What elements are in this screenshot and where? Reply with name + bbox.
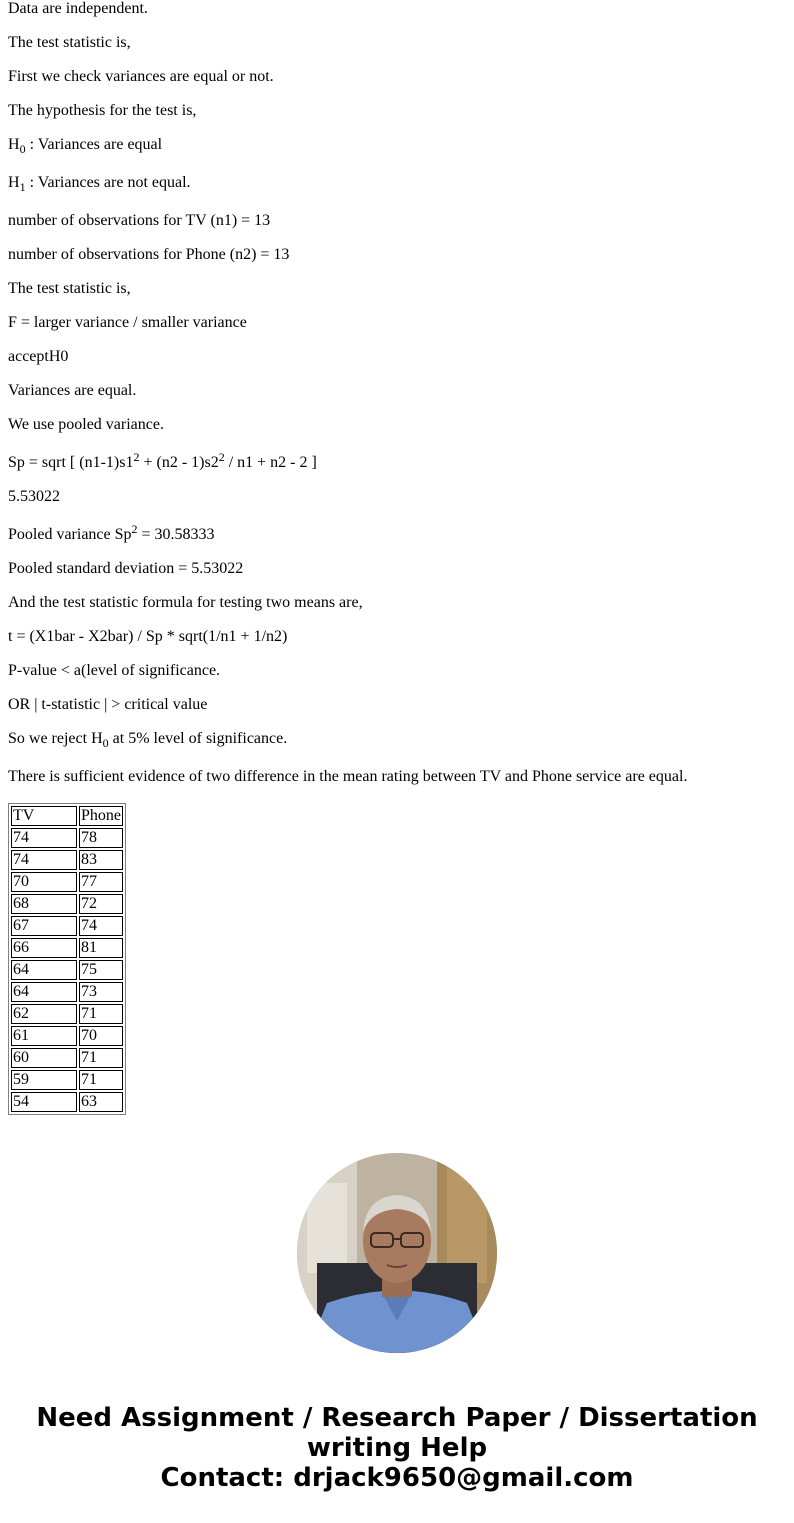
- table-row: [11, 982, 123, 1002]
- text-line: P-value < a(level of significance.: [8, 662, 221, 679]
- phone-cell: Phone: [81, 807, 121, 824]
- table-row: [11, 872, 123, 892]
- tv-cell: 68: [11, 894, 77, 914]
- text-line: number of observations for TV (n1) = 13: [8, 212, 271, 229]
- text-line: 5.53022: [8, 488, 60, 505]
- tv-cell: 61: [11, 1026, 77, 1046]
- tv-cell: TV: [11, 806, 77, 826]
- phone-cell: 71: [79, 1048, 123, 1068]
- phone-cell: 71: [79, 1004, 123, 1024]
- text-line: OR | t-statistic | > critical value: [8, 696, 208, 713]
- conclusion-text: There is sufficient evidence of two difference in the mean rating between TV and Phone service are equal.: [8, 768, 688, 785]
- tv-cell: 67: [11, 916, 77, 936]
- table-header-row: [11, 806, 123, 826]
- hypothesis-symbol: H: [8, 174, 20, 191]
- t-formula: t = (X1bar - X2bar) / Sp * sqrt(1/n1 + 1/n2): [8, 628, 288, 645]
- text-line: We use pooled variance.: [8, 416, 164, 433]
- superscript: 2: [131, 522, 138, 536]
- formula-part: / n1 + n2 - 2 ]: [224, 454, 317, 471]
- hypothesis-text: : Variances are not equal.: [25, 174, 191, 191]
- text-line: Pooled standard deviation = 5.53022: [8, 560, 244, 577]
- table-row: [11, 1048, 123, 1068]
- tv-cell: 64: [11, 982, 77, 1002]
- table-row: [11, 1070, 123, 1090]
- text-line: Variances are equal.: [8, 382, 137, 399]
- null-hypothesis: [8, 136, 788, 154]
- conclusion-part: So we reject H: [8, 730, 103, 747]
- phone-cell: 73: [79, 982, 123, 1002]
- phone-cell: 78: [79, 828, 123, 848]
- text-line: And the test statistic formula for testing two means are,: [8, 594, 363, 611]
- tv-cell: 59: [11, 1070, 77, 1090]
- table-row: [11, 894, 123, 914]
- tv-cell: 54: [11, 1092, 77, 1112]
- text-line: The hypothesis for the test is,: [8, 102, 197, 119]
- subscript: 0: [102, 736, 109, 750]
- table-row: [11, 916, 123, 936]
- pooled-variance: [8, 522, 788, 544]
- footer-line: writing Help: [306, 1433, 488, 1463]
- formula-part: Pooled variance Sp: [8, 526, 132, 543]
- ratings-table: [8, 803, 126, 1115]
- table-row: [11, 828, 123, 848]
- phone-cell: 81: [79, 938, 123, 958]
- hypothesis-symbol: H: [8, 136, 20, 153]
- phone-cell: 75: [79, 960, 123, 980]
- tv-cell: 66: [11, 938, 77, 958]
- text-line: Data are independent.: [8, 0, 148, 17]
- text-line: The test statistic is,: [8, 34, 131, 51]
- text-line: F = larger variance / smaller variance: [8, 314, 247, 331]
- solution-text: [8, 0, 788, 786]
- phone-cell: 74: [79, 916, 123, 936]
- subscript: 1: [19, 180, 26, 194]
- contact-line: Contact: drjack9650@gmail.com: [160, 1463, 634, 1493]
- phone-cell: 72: [79, 894, 123, 914]
- tv-cell: 62: [11, 1004, 77, 1024]
- tv-cell: 70: [11, 872, 77, 892]
- table-row: [11, 1004, 123, 1024]
- text-line: number of observations for Phone (n2) = 13: [8, 246, 290, 263]
- text-line: First we check variances are equal or not.: [8, 68, 274, 85]
- pooled-sd-formula: [8, 450, 788, 472]
- superscript: 2: [218, 450, 225, 464]
- table-row: [11, 960, 123, 980]
- hypothesis-text: : Variances are equal: [25, 136, 163, 153]
- tv-cell: 64: [11, 960, 77, 980]
- formula-part: = 30.58333: [137, 526, 215, 543]
- author-avatar: [297, 1153, 497, 1353]
- portrait-image: [297, 1153, 497, 1353]
- conclusion-reject: [8, 730, 788, 748]
- footer-line: Need Assignment / Research Paper / Dissertation: [36, 1403, 758, 1433]
- tv-cell: 74: [11, 828, 77, 848]
- tv-cell: 74: [11, 850, 77, 870]
- phone-cell: 70: [79, 1026, 123, 1046]
- table-row: [11, 850, 123, 870]
- formula-part: + (n2 - 1)s2: [139, 454, 219, 471]
- phone-cell: 71: [79, 1070, 123, 1090]
- phone-cell: 63: [79, 1092, 123, 1112]
- subscript: 0: [19, 142, 26, 156]
- conclusion-part: at 5% level of significance.: [108, 730, 288, 747]
- alternative-hypothesis: [8, 174, 788, 192]
- table-row: [11, 1092, 123, 1112]
- phone-cell: 83: [79, 850, 123, 870]
- table-row: [11, 1026, 123, 1046]
- formula-part: Sp = sqrt [ (n1-1)s1: [8, 454, 134, 471]
- text-line: The test statistic is,: [8, 280, 131, 297]
- text-line: acceptH0: [8, 348, 69, 365]
- superscript: 2: [133, 450, 140, 464]
- phone-cell: 77: [79, 872, 123, 892]
- promo-footer: [0, 1403, 794, 1493]
- tv-cell: 60: [11, 1048, 77, 1068]
- table-row: [11, 938, 123, 958]
